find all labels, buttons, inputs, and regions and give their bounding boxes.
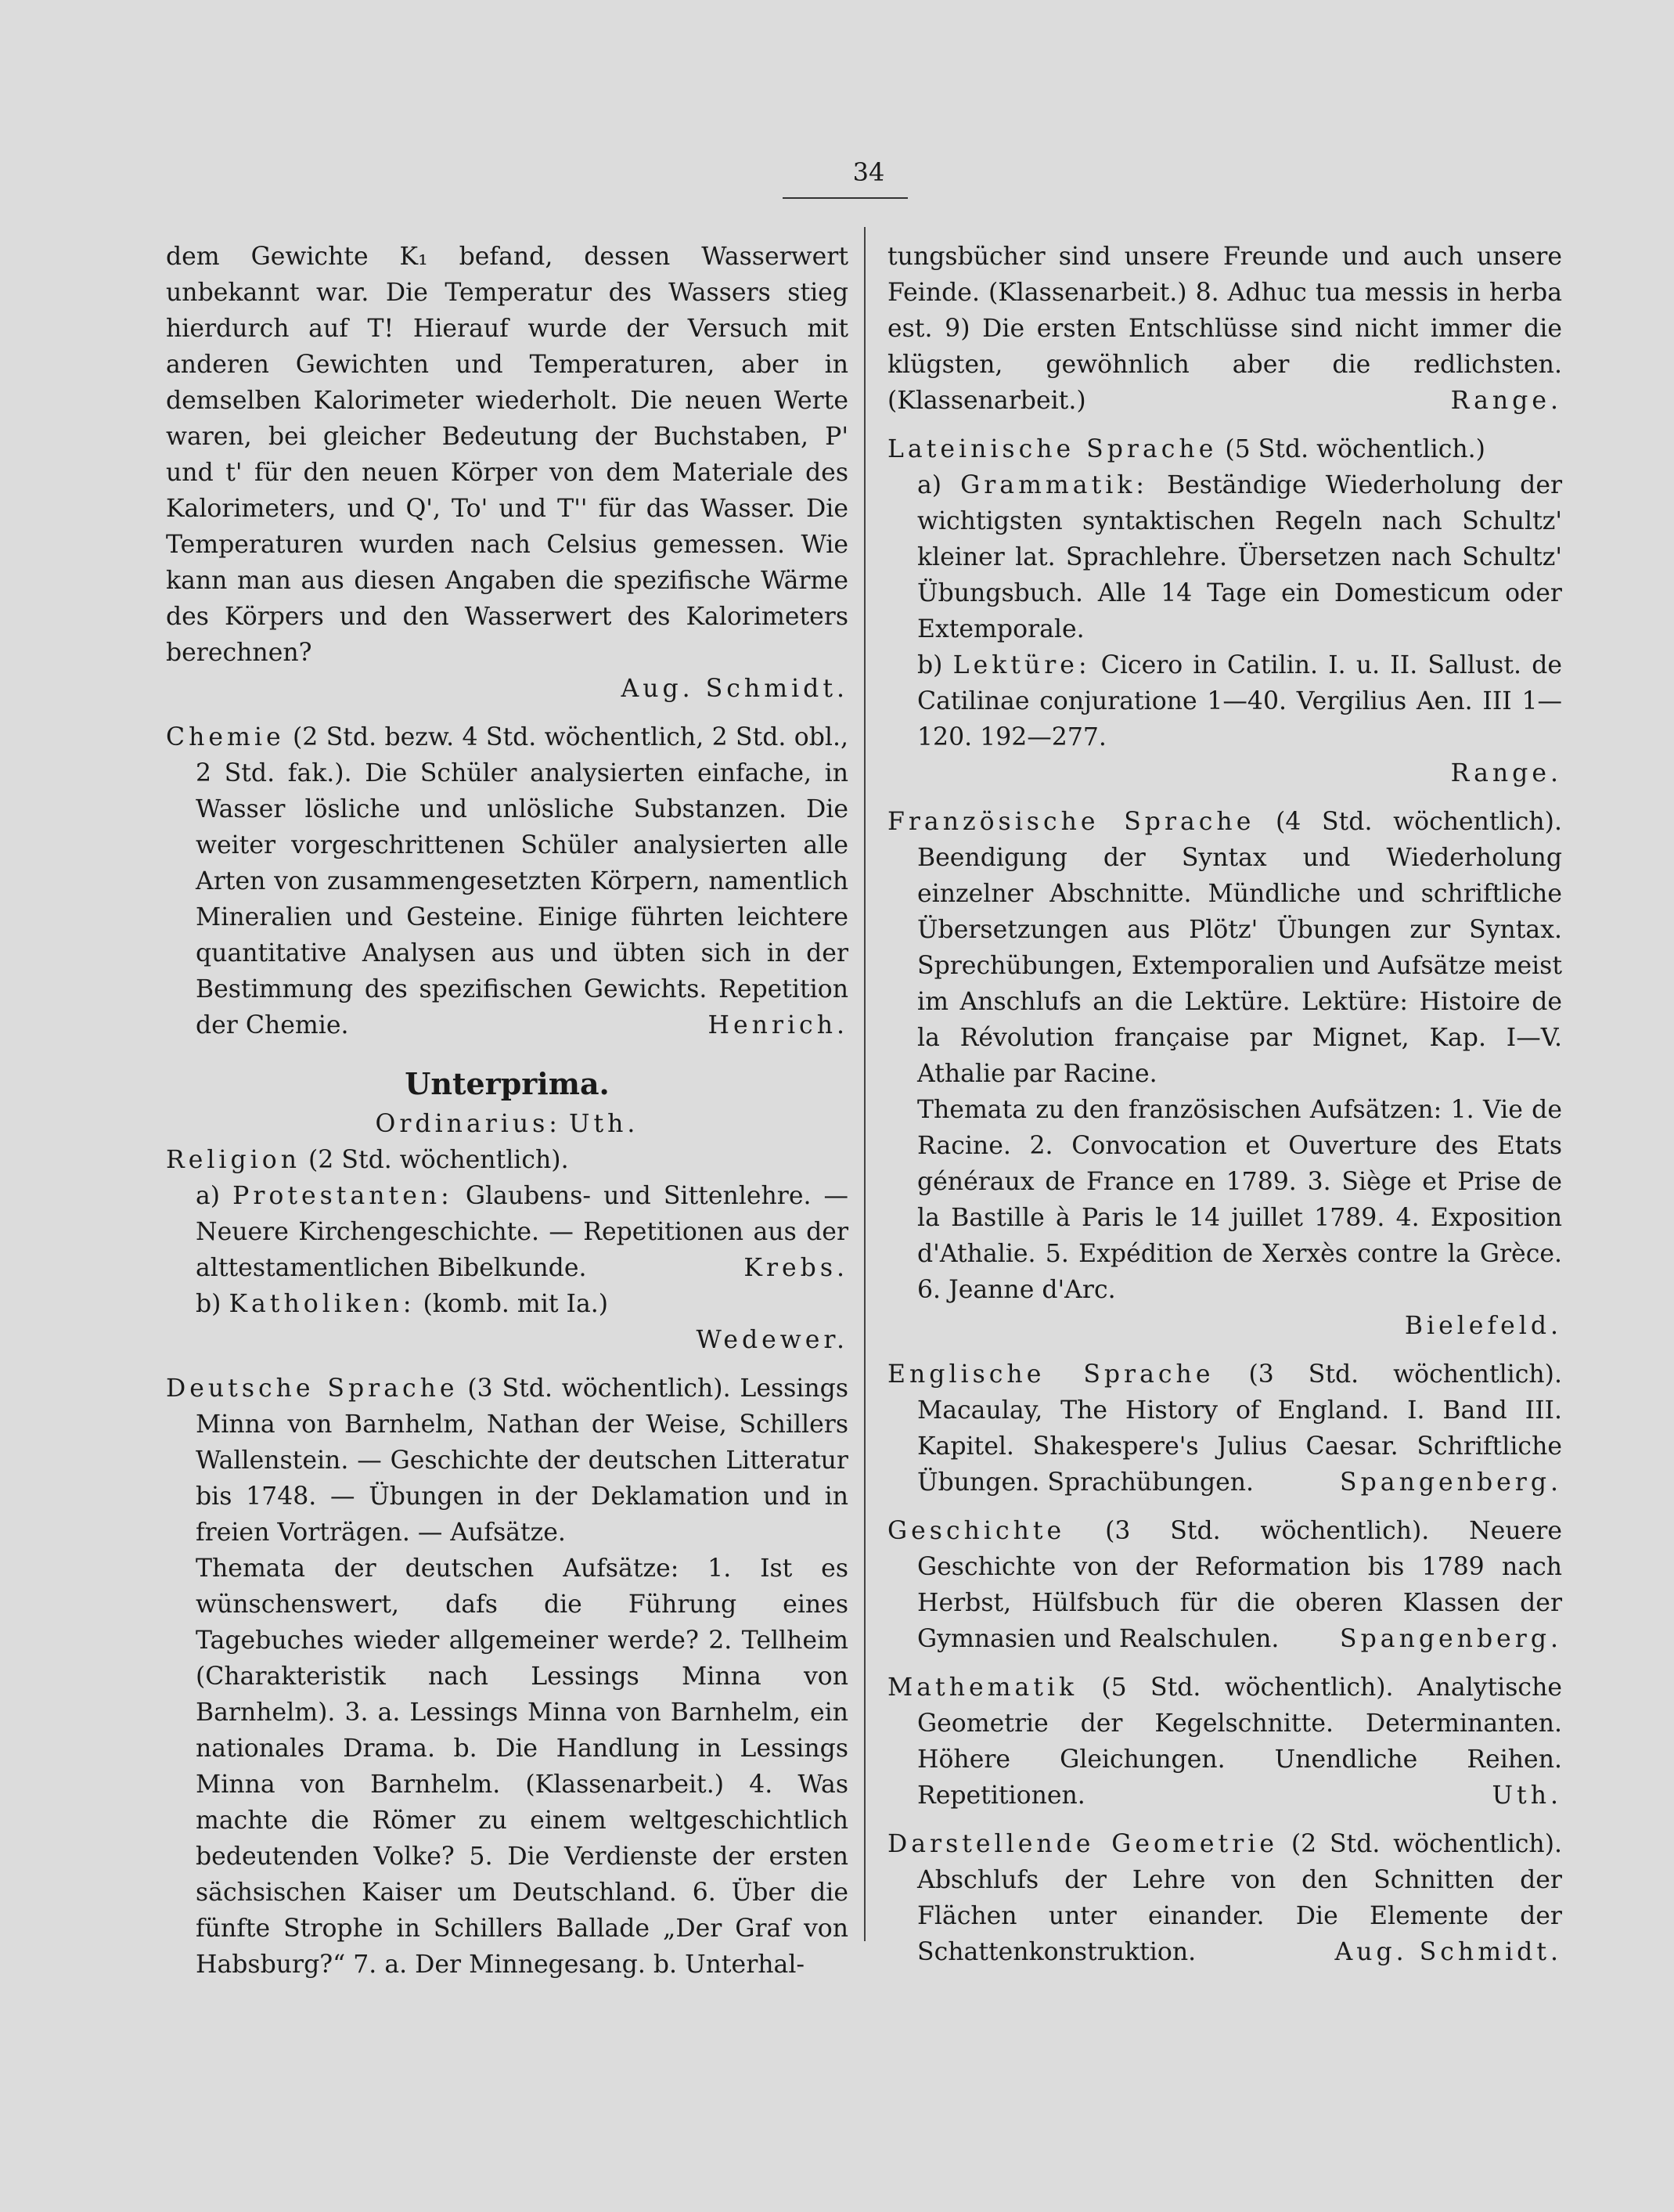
gram-label: Grammatik: — [960, 471, 1149, 499]
prot-text: Glaubens- und Sittenlehre. — Neuere Kirchengeschichte. — Repetitionen aus der alttestamentlichen Bibelkunde. — [196, 1182, 849, 1282]
themata-continuation-text: tungsbücher sind unsere Freunde und auch unsere Feinde. (Klassenarbeit.) 8. Adhuc tua messis in herba est. 9) Die ersten Entschlüsse sind nicht immer die klügsten, gewöhnlich aber die redlichsten. (Klassenarbeit.) — [887, 243, 1562, 415]
prot-label: Protestanten: — [232, 1182, 453, 1210]
chemie-author: Henrich. — [707, 1011, 848, 1039]
engl-section — [887, 1356, 1562, 1500]
chemie-text: (2 Std. bezw. 4 Std. wöchentlich, 2 Std. obl., 2 Std. fak.). Die Schüler analysierten einfache, in Wasser lösliche und unlösliche Substanzen. Die weiter vorgeschrittenen Schüler analysierten alle Arten von zusammengesetzten Körpern, namentlich Mineralien und Gesteine. Einige führten leichtere quantitative Analysen aus und übten sich in der Bestimmung des spezifischen Gewichts. Repetition der Chemie. — [196, 723, 848, 1039]
lekt-prefix: b) — [917, 651, 943, 679]
franz-author: Bielefeld. — [1404, 1312, 1562, 1340]
deutsch-text: (3 Std. wöchentlich). Lessings Minna von Barnhelm, Nathan der Weise, Schillers Wallenstein. — Geschichte der deutschen Litteratur bis 1748. — Übungen in der Deklamation und in freien Vorträgen. — Aufsätze. — [196, 1374, 848, 1547]
latein-text: (5 Std. wöchentlich.) — [1225, 435, 1485, 463]
themata-author: Range. — [1450, 387, 1562, 415]
gesch-section — [887, 1513, 1562, 1657]
math-author: Uth. — [1492, 1781, 1562, 1810]
religion-protestanten — [166, 1178, 848, 1286]
gesch-label: Geschichte — [887, 1517, 1066, 1545]
ordinarius-name: Uth. — [568, 1110, 639, 1138]
gram-prefix: a) — [917, 471, 942, 499]
engl-label: Englische Sprache — [887, 1360, 1215, 1389]
latein-lektuere — [887, 647, 1562, 755]
kath-prefix: b) — [196, 1290, 221, 1318]
darst-section — [887, 1826, 1562, 1970]
darst-label: Darstellende Geometrie — [887, 1830, 1278, 1858]
latein-grammatik — [887, 467, 1562, 647]
ordinarius-label: Ordinarius: — [375, 1110, 561, 1138]
kath-label: Katholiken: — [229, 1290, 416, 1318]
prot-author: Krebs. — [743, 1254, 848, 1282]
latein-label: Lateinische Sprache — [887, 435, 1218, 463]
deutsch-label: Deutsche Sprache — [166, 1374, 459, 1403]
page-number-rule — [783, 197, 908, 199]
chemie-label: Chemie — [166, 723, 285, 751]
religion-line — [166, 1142, 848, 1178]
latein-author: Range. — [1450, 759, 1562, 787]
deutsch-themata: Themata der deutschen Aufsätze: 1. Ist es wünschenswert, dafs die Führung eines Tagebuches wieder allgemeiner werde? 2. Tellheim (Charakteristik nach Lessings Minna von Barnhelm). 3. a. Lessings Minna von Barnhelm, ein nationales Drama. b. Die Handlung in Lessings Minna von Barnhelm. (Klassenarbeit.) 4. Was machte die Römer zu einem weltgeschichtlich bedeutenden Volke? 5. Die Verdienste der ersten sächsischen Kaiser um Deutschland. 6. Über die fünfte Strophe in Schillers Ballade „Der Graf von Habsburg?“ 7. a. Der Minnegesang. b. Unterhal- — [196, 1555, 848, 1979]
engl-text: (3 Std. wöchentlich). Macaulay, The History of England. I. Band III. Kapitel. Shakespere's Julius Caesar. Schriftliche Übungen. Sprachübungen. — [917, 1360, 1562, 1497]
kath-author: Wedewer. — [696, 1326, 848, 1354]
section-heading-unterprima: Unterprima. — [405, 1066, 610, 1101]
franz-text: (4 Std. wöchentlich). Beendigung der Syntax und Wiederholung einzelner Abschnitte. Mündliche und schriftliche Übersetzungen aus Plötz' Übungen zur Syntax. Sprechübungen, Extemporalien und Aufsätze meist im Anschlufs an die Lektüre. Lektüre: Histoire de la Révolution française par Mignet, Kap. I—V. Athalie par Racine. — [917, 808, 1562, 1088]
left-column — [166, 239, 848, 1983]
chemie-section — [166, 719, 848, 1043]
darst-author: Aug. Schmidt. — [1334, 1938, 1562, 1966]
gesch-text: (3 Std. wöchentlich). Neuere Geschichte von der Reformation bis 1789 nach Herbst, Hülfsbuch für die oberen Klassen der Gymnasien und Realschulen. — [917, 1517, 1562, 1653]
franz-section — [887, 804, 1562, 1092]
darst-text: (2 Std. wöchentlich). Abschlufs der Lehre von den Schnitten der Flächen unter einander. Die Elemente der Schattenkonstruktion. — [917, 1830, 1563, 1966]
kath-text: (komb. mit Ia.) — [423, 1290, 609, 1318]
column-divider — [864, 227, 866, 1941]
engl-author: Spangenberg. — [1340, 1468, 1562, 1497]
right-column — [887, 239, 1562, 1970]
gram-text: Beständige Wiederholung der wichtigsten syntaktischen Regeln nach Schultz' kleiner lat. Sprachlehre. Übersetzen nach Schultz' Übungsbuch. Alle 14 Tage ein Domesticum oder Extemporale. — [917, 471, 1563, 643]
gesch-author: Spangenberg. — [1340, 1625, 1562, 1653]
prot-prefix: a) — [196, 1182, 221, 1210]
physics-author: Aug. Schmidt. — [621, 675, 848, 703]
lekt-text: Cicero in Catilin. I. u. II. Sallust. de Catilinae conjuratione 1—40. Vergilius Aen. III 1—120. 192—277. — [917, 651, 1563, 751]
themata-continuation — [887, 239, 1562, 419]
math-label: Mathematik — [887, 1673, 1078, 1702]
physics-problem-paragraph: dem Gewichte K₁ befand, dessen Wasserwert unbekannt war. Die Temperatur des Wassers stieg hierdurch auf T! Hierauf wurde der Versuch mit anderen Gewichten und Temperaturen, aber in demselben Kalorimeter wiederholt. Die neuen Werte waren, bei gleicher Bedeutung der Buchstaben, P' und t' für den neuen Körper von dem Materiale des Kalorimeters, und Q', To' und T'' für das Wasser. Die Temperaturen wurden nach Celsius gemessen. Wie kann man aus diesen Angaben die spezifische Wärme des Körpers und den Wasserwert des Kalorimeters berechnen? — [166, 243, 848, 667]
religion-label: Religion — [166, 1146, 301, 1174]
deutsch-section — [166, 1371, 848, 1551]
lekt-label: Lektüre: — [952, 651, 1091, 679]
math-section — [887, 1670, 1562, 1814]
franz-themata: Themata zu den französischen Aufsätzen: 1. Vie de Racine. 2. Convocation et Ouverture des Etats généraux de France en 1789. 3. Siège et Prise de la Bastille à Paris le 14 juillet 1789. 4. Exposition d'Athalie. 5. Expédition de Xerxès contre la Grèce. 6. Jeanne d'Arc. — [917, 1096, 1562, 1304]
religion-text: (2 Std. wöchentlich). — [308, 1146, 569, 1174]
ordinarius-line — [166, 1106, 848, 1142]
latein-line — [887, 431, 1562, 467]
math-text: (5 Std. wöchentlich). Analytische Geometrie der Kegelschnitte. Determinanten. Höhere Gleichungen. Unendliche Reihen. Repetitionen. — [917, 1673, 1562, 1810]
page-number: 34 — [852, 157, 885, 187]
franz-label: Französische Sprache — [887, 808, 1255, 836]
religion-katholiken — [166, 1286, 848, 1322]
